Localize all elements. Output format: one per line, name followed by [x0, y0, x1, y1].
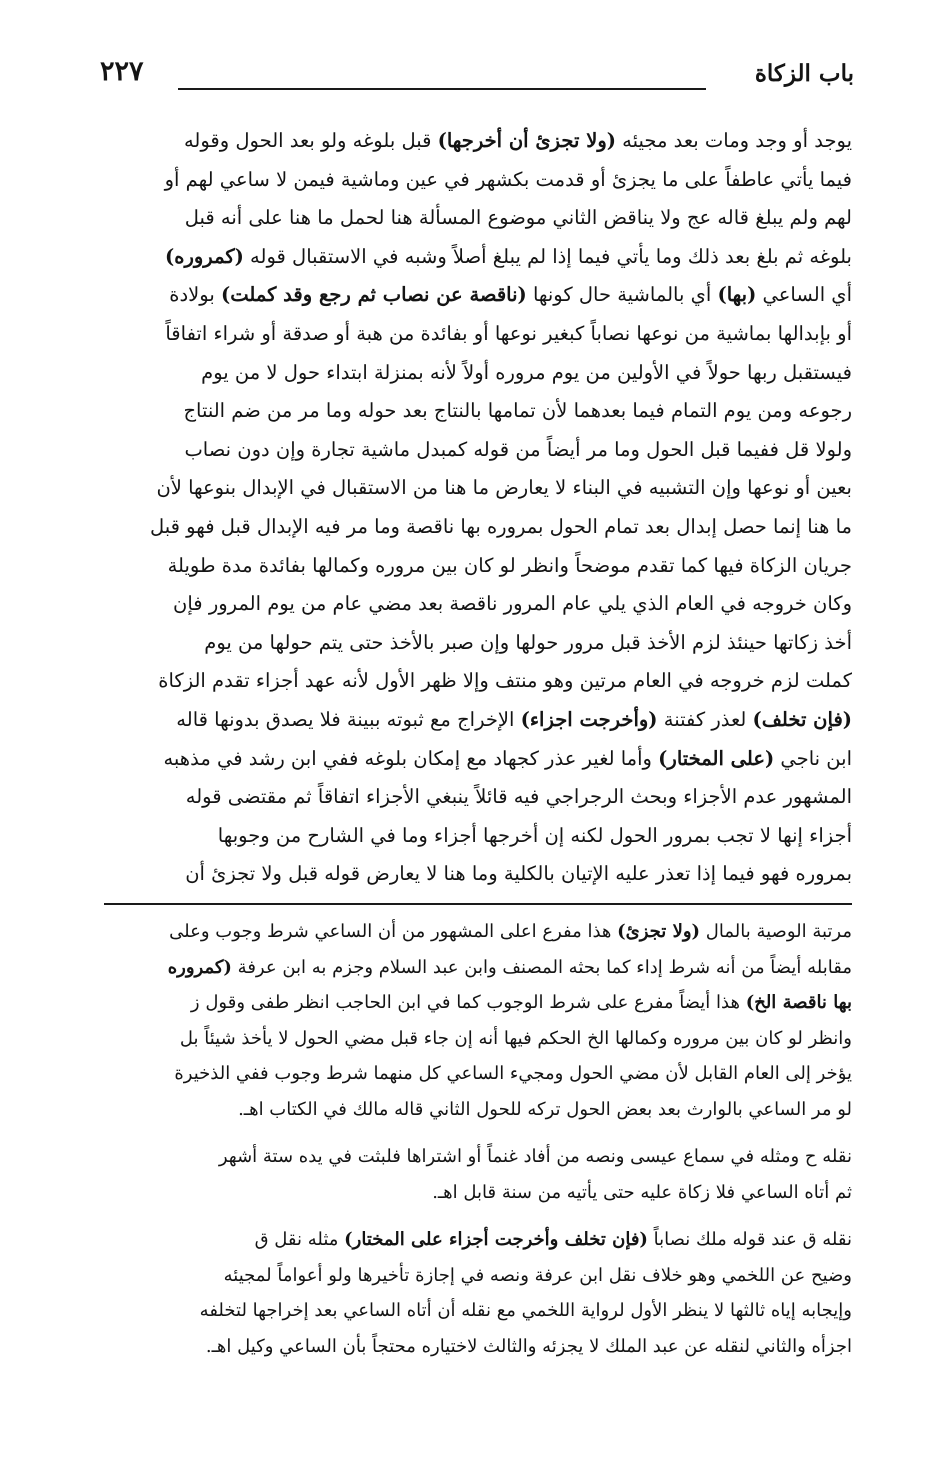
text-run: بلوغه ثم بلغ بعد ذلك وما يأتي فيما إذا لم يبلغ أصلاً وشبه في الاستقبال قوله: [243, 244, 852, 268]
text-run: فيستقبل ربها حولاً في الأولين من يوم مروره أولاً لأنه بمنزلة ابتداء حول لا من يوم: [201, 360, 852, 384]
text-line: [104, 161, 852, 200]
text-line: [104, 315, 852, 354]
text-line: [104, 585, 852, 624]
footnote-paragraph: [104, 1222, 852, 1364]
text-run: قبل بلوغه ولو بعد الحول وقوله: [183, 129, 438, 152]
text-line: [104, 199, 852, 238]
text-line: [104, 740, 852, 779]
text-run: فيما يأتي عاطفاً على ما يجزئ أو قدمت بكشهر في عين وماشية فيمن لا ساعي لهم أو: [164, 167, 852, 191]
text-run: بمروره فهو فيما إذا تعذر عليه الإتيان بالكلية وما هنا لا يعارض قوله قبل ولا تجزئ أن: [185, 862, 852, 886]
text-run: نقله ح ومثله في سماع عيسى ونصه من أفاد غنماً أو اشتراها فلبثت في يده ستة أشهر: [218, 1146, 852, 1167]
bold-phrase: بها ناقصة الخ): [745, 992, 852, 1013]
text-line: [104, 469, 852, 508]
text-line: [104, 701, 852, 740]
text-run: أي الساعي: [756, 283, 852, 307]
text-line: [104, 817, 852, 856]
bold-phrase: (بها): [717, 283, 757, 307]
text-line: [104, 778, 852, 817]
text-run: وانظر لو كان بين مروره وكمالها الخ الحكم فيها أنه إن جاء قبل مضي الحول لا يأخذ شيئاً بل: [179, 1027, 852, 1049]
footnote-line: [104, 1175, 852, 1211]
footnote-line: [104, 1222, 852, 1258]
text-run: يوجد أو وجد ومات بعد مجيئه: [615, 129, 852, 152]
text-run: وأما لغير عذر كجهاد مع إمكان بلوغه ففي ابن رشد في مذهبه: [163, 746, 659, 770]
text-run: الإخراج مع ثبوته ببينة فلا يصدق بدونها قاله: [176, 707, 521, 731]
page-number: ٢٢٧: [100, 56, 144, 87]
text-run: مقابله أيضاً من أنه شرط إداء كما بحثه المصنف وابن عبد السلام وجزم به ابن عرفة: [231, 956, 852, 978]
bold-phrase: (وأخرجت اجزاء): [520, 707, 658, 731]
text-run: وضيح عن اللخمي وهو خلاف نقل ابن عرفة ونصه في إجازة تأخيرها ولو أعواماً لمجيئه: [223, 1264, 852, 1286]
text-line: [104, 855, 852, 894]
text-line: [104, 508, 852, 547]
text-line: [104, 238, 852, 277]
text-run: اجزأه والثاني لنقله عن عبد الملك لا يجزئه والثالث لاختياره محتجاً بأن الساعي وكيل اهـ.: [205, 1335, 852, 1357]
text-line: [104, 392, 852, 431]
text-line: [104, 354, 852, 393]
text-run: بعين أو نوعها وإن التشبيه في البناء لا يعارض ما هنا من الاستقبال في الإبدال بنوعها لأن: [156, 476, 852, 500]
bold-phrase: (على المختار): [658, 746, 775, 770]
page-header: [100, 48, 854, 100]
text-run: كملت لزم خروجه في العام مرتين وهو منتف وإلا ظهر الأول لأنه عهد أجزاء تقدم الزكاة: [158, 669, 852, 693]
bold-phrase: (ولا تجزئ): [617, 921, 701, 942]
text-run: ولولا قل ففيما قبل الحول وما مر أيضاً من قوله كمبدل ماشية تجارة وإن دون نصاب: [184, 437, 852, 461]
text-run: لهم ولم يبلغ قاله عج ولا يناقض الثاني موضوع المسألة هنا لحمل ما هنا على أنه قبل: [184, 206, 852, 230]
footnote-separator: [104, 903, 852, 905]
text-line: [104, 624, 852, 663]
text-run: مرتبة الوصية بالمال: [700, 921, 852, 942]
text-run: ثم أتاه الساعي فلا زكاة عليه حتى يأتيه من سنة قابل اهـ.: [432, 1181, 852, 1203]
text-run: وإيجابه إياه ثالثها لا ينظر الأول لرواية اللخمي مع نقله أن أتاه الساعي بعد إخراجها لتخلفه: [199, 1300, 852, 1321]
text-run: ما هنا إنما حصل إبدال بعد تمام الحول بمروره بها ناقصة وما مر فيه الإبدال قبل فهو قبل: [149, 514, 852, 538]
bold-phrase: (ولا تجزئ أن أخرجها): [437, 129, 616, 152]
text-run: هذا أيضاً مفرع على شرط الوجوب كما في ابن الحاجب انظر طفى وقول ز: [190, 992, 746, 1013]
footnote-line: [104, 985, 852, 1021]
footnote-line: [104, 914, 852, 950]
text-run: أجزاء إنها لا تجب بمرور الحول لكنه إن أخرجها أجزاء وما في الشارح من وجوبها: [217, 823, 852, 847]
text-run: أخذ زكاتها حينئذ لزم الأخذ قبل مرور حولها وإن صبر بالأخذ حتى يتم حولها من يوم: [204, 630, 852, 654]
bold-phrase: (ناقصة عن نصاب ثم رجع وقد كملت): [221, 283, 527, 307]
text-line: [104, 276, 852, 315]
text-run: وكان خروجه في العام الذي يلي عام المرور ناقصة بعد مضي عام من يوم المرور فإن: [173, 592, 852, 616]
text-run: بولادة: [169, 283, 221, 307]
text-run: أي بالماشية حال كونها: [526, 283, 718, 307]
bold-phrase: (فإن تخلف وأخرجت أجزاء على المختار): [344, 1229, 648, 1250]
text-line: [104, 547, 852, 586]
footnotes: [104, 914, 852, 1364]
text-run: المشهور عدم الأجزاء وبحث الرجراجي فيه قائلاً ينبغي الأجزاء اتفاقاً ثم مقتضى قوله: [185, 785, 852, 809]
text-run: رجوعه ومن يوم التمام فيما بعدهما لأن تمامها بالنتاج بعد حوله وما مر من ضم النتاج: [183, 399, 852, 423]
footnote-line: [104, 1021, 852, 1057]
footnote-line: [104, 1056, 852, 1092]
footnote-paragraph: [104, 1139, 852, 1210]
chapter-title: باب الزكاة: [754, 60, 854, 87]
text-run: لعذر كفتنة: [657, 707, 753, 731]
text-line: [104, 662, 852, 701]
header-rule: [178, 88, 706, 90]
bold-phrase: (كمروره): [165, 244, 244, 268]
text-run: يؤخر إلى العام القابل لأن مضي الحول ومجيء الساعي كل منهما شرط وجوب ففي الذخيرة: [174, 1063, 852, 1084]
footnote-line: [104, 1293, 852, 1329]
text-run: أو بإبدالها بماشية من نوعها نصاباً كبغير نوعها أو بفائدة من هبة أو صدقة أو شراء اتفاقاً: [165, 321, 852, 345]
text-run: جريان الزكاة فيها كما تقدم موضحاً وانظر لو كان بين مروره وكمالها بفائدة مدة طويلة: [167, 553, 852, 577]
footnote-paragraph: [104, 914, 852, 1127]
text-run: لو مر الساعي بالوارث بعد بعض الحول تركه للحول الثاني قاله مالك في الكتاب اهـ.: [238, 1098, 852, 1120]
paragraph-gap: [104, 1127, 852, 1139]
text-run: ابن ناجي: [774, 746, 852, 770]
main-text: [104, 122, 852, 894]
text-line: [104, 122, 852, 161]
paragraph-gap: [104, 1210, 852, 1222]
footnote-line: [104, 1139, 852, 1175]
text-run: مثله نقل ق: [254, 1229, 345, 1250]
bold-phrase: (كمروره: [167, 956, 232, 978]
text-run: هذا مفرع اعلى المشهور من أن الساعي شرط وجوب وعلى: [169, 921, 618, 942]
text-line: [104, 431, 852, 470]
footnote-line: [104, 1329, 852, 1365]
bold-phrase: (فإن تخلف): [752, 707, 852, 731]
footnote-line: [104, 1258, 852, 1294]
footnote-line: [104, 950, 852, 986]
footnote-line: [104, 1092, 852, 1128]
text-run: نقله ق عند قوله ملك نصاباً: [647, 1229, 852, 1250]
